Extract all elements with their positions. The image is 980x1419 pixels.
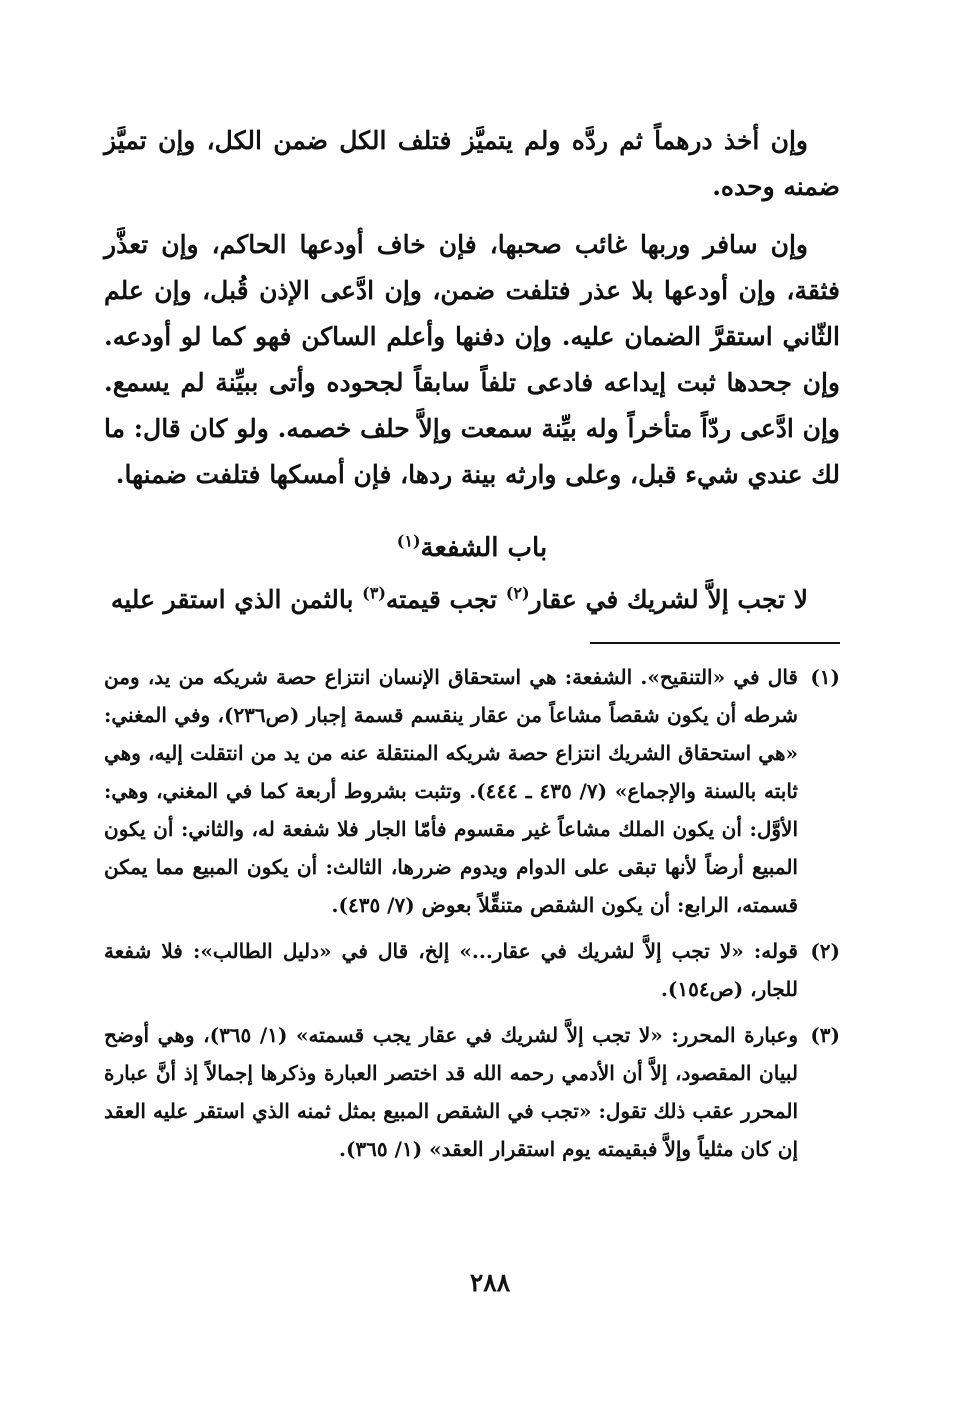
paragraph-deposit-travel: وإن سافر وربها غائب صحبها، فإن خاف أودعها الحاكم، وإن تعذَّر فثقة، وإن أودعها بلا عذر فتلفت ضمن، وإن ادَّعى الإذن قُبل، وإن علم الثّاني استقرَّ الضمان عليه. وإن دفنها وأعلم الساكن فهو كما لو أودعه. وإن جحدها ثبت إيداعه فادعى تلفاً سابقاً لجحوده وأتى ببيِّنة لم يسمع. وإن ادَّعى ردّاً متأخراً وله بيِّنة سمعت وإلاَّ حلف خصمه. ولو كان قال: ما لك عندي شيء قبل، وعلى وارثه بينة ردها، فإن أمسكها فتلفت ضمنها.	[104, 230, 840, 489]
section-heading-text: باب الشفعة	[420, 533, 548, 563]
footnote-ref-3: (٣)	[362, 583, 386, 603]
footnote-1-marker: (١)	[810, 665, 840, 689]
page-body	[104, 118, 840, 1176]
heading-footnote-ref: (١)	[396, 531, 421, 551]
footnote-ref-2: (٢)	[505, 583, 530, 603]
footnote-divider	[590, 642, 840, 644]
footnote-3	[104, 1016, 840, 1168]
footnote-1-text: قال في «التنقيح». الشفعة: هي استحقاق الإنسان انتزاع حصة شريكه من يد، ومن شرطه أن يكون شقصاً مشاعاً من عقار ينقسم قسمة إجبار (ص٢٣٦)، وفي المغني: «هي استحقاق الشريك انتزاع حصة شريكه المنتقلة عنه من يد من انتقلت إليه، وهي ثابته بالسنة والإجماع» (٧/ ٤٣٥ ـ ٤٤٤). وتثبت بشروط أربعة كما في المغني، وهي: الأوَّل: أن يكون الملك مشاعاً غير مقسوم فأمّا الجار فلا شفعة له، والثاني: أن يكون المبيع أرضاً لأنها تبقى على الدوام ويدوم ضررها، الثالث: أن يكون المبيع مما يمكن قسمته، الرابع: أن يكون الشقص متنقِّلاً بعوض (٧/ ٤٣٥).	[104, 665, 798, 917]
footnote-2-text: قوله: «لا تجب إلاَّ لشريك في عقار...» إلخ، قال في «دليل الطالب»: فلا شفعة للجار، (ص١٥٤).	[104, 939, 798, 1001]
footnote-3-marker: (٣)	[810, 1023, 840, 1047]
opening-line-part-2: تجب قيمته	[385, 585, 506, 614]
footnote-3-text: وعبارة المحرر: «لا تجب إلاَّ لشريك في عقار يجب قسمته» (١/ ٣٦٥)، وهي أوضح لبيان المقصود، إلاَّ أن الأدمي رحمه الله قد اختصر العبارة وذكرها إجمالاً إذ أنَّ عبارة المحرر عقب ذلك تقول: «تجب في الشقص المبيع بمثل ثمنه الذي استقر عليه العقد إن كان مثلياً وإلاَّ فبقيمته يوم استقرار العقد» (١/ ٣٦٥).	[104, 1023, 799, 1161]
opening-line-part-1: لا تجب إلاَّ لشريك في عقار	[529, 585, 808, 614]
page-number: ٢٨٨	[469, 1268, 511, 1297]
footnote-1	[104, 658, 840, 924]
shufa-opening-line	[104, 578, 840, 622]
paragraph-deposit-mixing: وإن أخذ درهماً ثم ردَّه ولم يتميَّز فتلف الكل ضمن الكل، وإن تميَّز ضمنه وحده.	[104, 126, 840, 201]
section-heading	[104, 528, 840, 568]
opening-line-part-3: بالثمن الذي استقر عليه	[110, 585, 363, 614]
footnote-2	[104, 932, 840, 1008]
footnote-2-marker: (٢)	[810, 939, 840, 963]
